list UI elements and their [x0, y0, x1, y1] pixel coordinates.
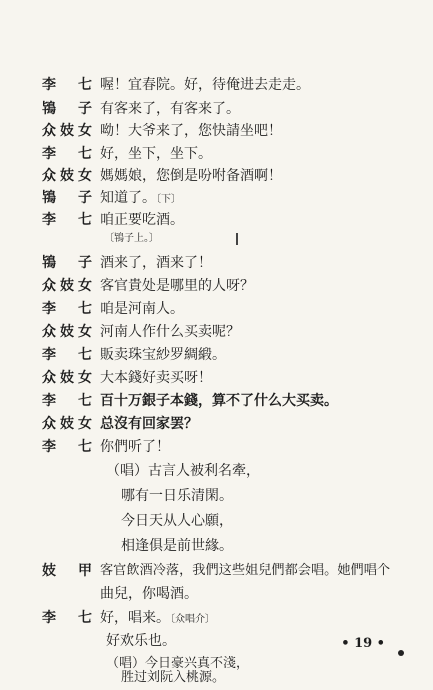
- dialogue-text: 酒来了，酒来了！: [100, 255, 212, 271]
- speaker: 李 七: [42, 146, 92, 162]
- speaker: 众妓女: [42, 370, 92, 386]
- dialogue-text: 河南人作什么买卖呢？: [100, 324, 240, 340]
- song-text: 相逢俱是前世緣。: [121, 538, 233, 554]
- dialogue-text: 好，唱来。: [100, 610, 170, 626]
- speaker: 李 七: [42, 610, 92, 626]
- speaker: 李 七: [42, 77, 92, 93]
- speaker: 鴇 子: [42, 190, 92, 206]
- stage-direction: 〔众唱介〕: [170, 614, 215, 625]
- speaker: 妓 甲: [42, 563, 92, 579]
- stage-direction: 〔下〕: [156, 194, 181, 205]
- speaker: 众妓女: [42, 324, 92, 340]
- dialogue-text: 曲兒，你喝酒。: [100, 586, 198, 602]
- speaker: 鴇 子: [42, 101, 92, 117]
- dialogue-text: 好，坐下，坐下。: [100, 146, 212, 162]
- speaker: 李 七: [42, 347, 92, 363]
- dialogue-text: 客官飲酒冷落，我們这些姐兒們都会唱。她們唱个: [100, 563, 391, 578]
- dialogue-text: 有客来了，有客来了。: [100, 101, 240, 117]
- speaker: 鴇 子: [42, 255, 92, 271]
- print-mark: [236, 233, 238, 245]
- song-text: 胜过刘阮入桃源。: [121, 670, 226, 685]
- speaker: 李 七: [42, 212, 92, 228]
- dialogue-text: 你們听了！: [100, 439, 170, 455]
- dialogue-text: 总沒有回家罢？: [100, 416, 198, 432]
- dialogue-text: 大本錢好卖买呀！: [100, 370, 212, 386]
- page-number: • 19 •: [341, 636, 385, 651]
- speaker: 众妓女: [42, 416, 92, 432]
- song-text: 哪有一日乐清閑。: [121, 488, 233, 504]
- dialogue-text: 媽媽娘，您倒是吩咐备酒啊！: [100, 168, 282, 184]
- stage-direction: 〔鴇子上。〕: [104, 233, 159, 244]
- dialogue-text: 知道了。: [100, 190, 156, 206]
- song-text: 今日天从人心願，: [121, 513, 233, 529]
- dialogue-text: 呦！大爷来了，您快請坐吧！: [100, 123, 282, 139]
- song-text: （唱）今日豪兴真不淺，: [106, 656, 250, 671]
- speaker: 众妓女: [42, 278, 92, 294]
- dialogue-text: 咱是河南人。: [100, 301, 184, 317]
- speaker: 众妓女: [42, 123, 92, 139]
- ink-spot: [398, 650, 404, 656]
- dialogue-text: 咱正要吃酒。: [100, 212, 184, 228]
- speaker: 李 七: [42, 301, 92, 317]
- dialogue-text: 喔！宜春院。好，待俺进去走走。: [100, 77, 310, 93]
- speaker: 众妓女: [42, 168, 92, 184]
- dialogue-text: 百十万銀子本錢，算不了什么大买卖。: [100, 393, 338, 409]
- song-text: （唱）古言人被利名牽，: [106, 463, 260, 479]
- speaker: 李 七: [42, 393, 92, 409]
- dialogue-text: 好欢乐也。: [106, 633, 176, 649]
- dialogue-text: 客官貴处是哪里的人呀？: [100, 278, 254, 294]
- speaker: 李 七: [42, 439, 92, 455]
- dialogue-text: 販卖珠宝紗罗綢緞。: [100, 347, 226, 363]
